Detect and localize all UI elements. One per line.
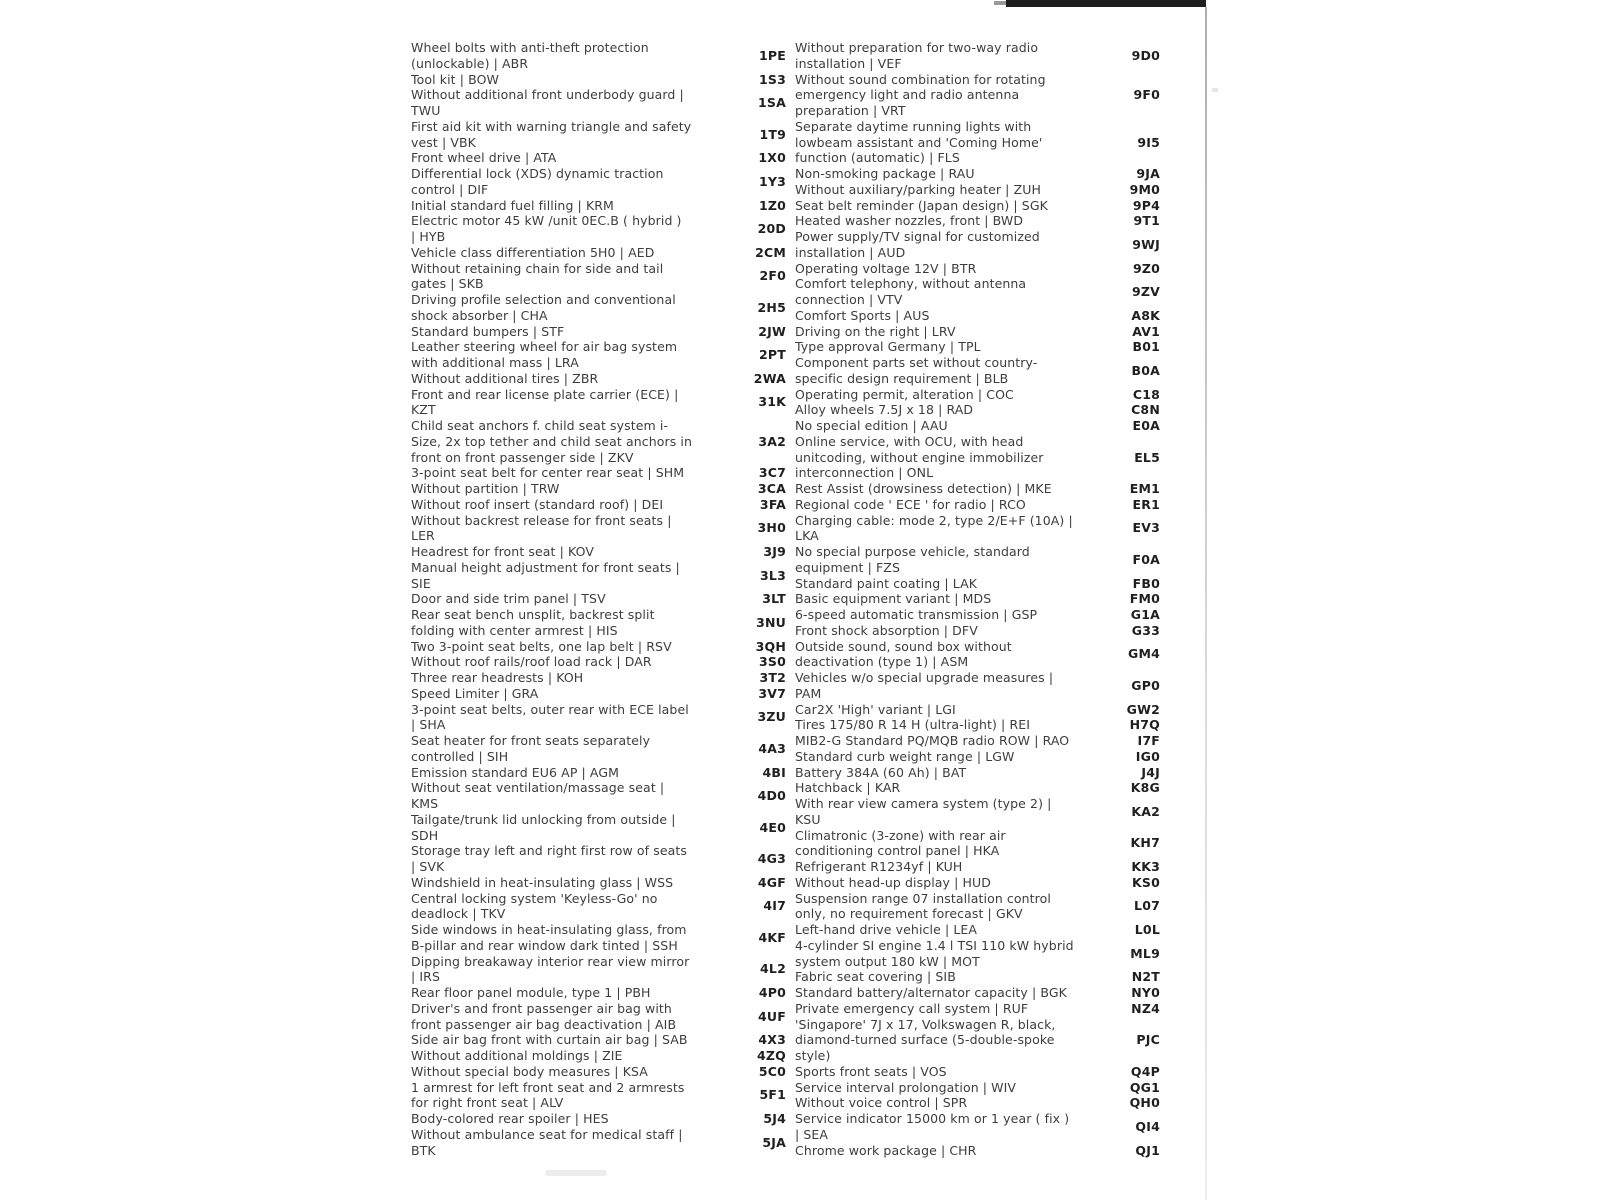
- right-description-line: | SEA: [795, 1127, 829, 1142]
- left-description-line: LER: [411, 528, 435, 543]
- right-description-line: Online service, with OCU, with head: [795, 434, 1024, 449]
- right-description-line: Standard paint coating | LAK: [795, 576, 978, 591]
- left-description-line: SDH: [411, 828, 439, 843]
- scan-artifact-top-bar-tail: [994, 1, 1006, 5]
- left-description-line: Side windows in heat-insulating glass, from: [411, 922, 687, 937]
- left-description-line: Without seat ventilation/massage seat |: [411, 780, 665, 795]
- right-description-line: PAM: [795, 686, 822, 701]
- pr-code: 3A2: [758, 434, 786, 449]
- left-description-line: controlled | SIH: [411, 749, 509, 764]
- left-description-line: Dipping breakaway interior rear view mirror: [411, 954, 690, 969]
- left-description-line: Leather steering wheel for air bag system: [411, 339, 678, 354]
- right-description-line: Climatronic (3-zone) with rear air: [795, 828, 1006, 843]
- pr-code: NY0: [1131, 985, 1160, 1000]
- pr-code: 3ZU: [757, 709, 786, 724]
- pr-code: 1SA: [758, 95, 786, 110]
- pr-code: 3LT: [762, 591, 786, 606]
- pr-code: 5C0: [758, 1064, 786, 1079]
- right-description-line: Fabric seat covering | SIB: [795, 969, 956, 984]
- pr-code: ER1: [1132, 497, 1160, 512]
- pr-code: AV1: [1132, 324, 1160, 339]
- pr-code: 4I7: [763, 898, 786, 913]
- pr-code: KK3: [1131, 859, 1160, 874]
- pr-code: 1T9: [759, 127, 786, 142]
- pr-code: 20D: [757, 221, 786, 236]
- left-description-line: Without backrest release for front seats |: [411, 513, 672, 528]
- left-description-line: Side air bag front with curtain air bag | SAB: [411, 1032, 688, 1047]
- left-description-line: (unlockable) | ABR: [411, 56, 529, 71]
- pr-code: GP0: [1131, 678, 1160, 693]
- right-description-line: Type approval Germany | TPL: [795, 339, 981, 354]
- right-description-line: installation | AUD: [795, 245, 906, 260]
- left-description-line: | IRS: [411, 969, 440, 984]
- pr-code: A8K: [1131, 308, 1160, 323]
- right-description-line: Alloy wheels 7.5J x 18 | RAD: [795, 402, 974, 417]
- pr-code: L07: [1134, 898, 1160, 913]
- right-description-line: Service indicator 15000 km or 1 year ( fix ): [795, 1111, 1070, 1126]
- right-description-line: Rest Assist (drowsiness detection) | MKE: [795, 481, 1052, 496]
- pr-code: 3T2: [759, 670, 786, 685]
- pr-code: 3V7: [758, 686, 786, 701]
- left-description-line: SIE: [411, 576, 431, 591]
- right-description-line: MIB2-G Standard PQ/MQB radio ROW | RAO: [795, 733, 1070, 748]
- left-description-line: deadlock | TKV: [411, 906, 506, 921]
- pr-code: KA2: [1131, 804, 1160, 819]
- pr-code: 9WJ: [1132, 237, 1160, 252]
- pr-code: G33: [1131, 623, 1160, 638]
- left-description-line: with additional mass | LRA: [411, 355, 579, 370]
- pr-code: 4G3: [757, 851, 786, 866]
- pr-code: J4J: [1141, 765, 1160, 780]
- left-description-line: Three rear headrests | KOH: [411, 670, 584, 685]
- left-description-line: KMS: [411, 796, 439, 811]
- pr-code: QI4: [1135, 1119, 1160, 1134]
- pr-code: Q4P: [1130, 1064, 1160, 1079]
- left-description-line: front passenger air bag deactivation | AIB: [411, 1017, 677, 1032]
- right-description-line: Without auxiliary/parking heater | ZUH: [795, 182, 1041, 197]
- left-description-line: Windshield in heat-insulating glass | WSS: [411, 875, 674, 890]
- right-description-line: diamond-turned surface (5-double-spoke: [795, 1032, 1055, 1047]
- right-description-line: Chrome work package | CHR: [795, 1143, 977, 1158]
- right-description-line: Without head-up display | HUD: [795, 875, 991, 890]
- left-description-line: TWU: [411, 103, 441, 118]
- right-description-line: Comfort telephony, without antenna: [795, 276, 1027, 291]
- left-description-line: Without additional tires | ZBR: [411, 371, 599, 386]
- pr-code: 3S0: [759, 654, 786, 669]
- right-description-line: installation | VEF: [795, 56, 902, 71]
- pr-code: 3H0: [757, 520, 786, 535]
- pr-code: 4D0: [757, 788, 786, 803]
- pr-code: GM4: [1128, 646, 1160, 661]
- right-description-line: Non-smoking package | RAU: [795, 166, 975, 181]
- pr-code: 1X0: [758, 150, 786, 165]
- right-description-line: Separate daytime running lights with: [795, 119, 1032, 134]
- left-description-line: Driver's and front passenger air bag with: [411, 1001, 672, 1016]
- left-description-line: Wheel bolts with anti-theft protection: [411, 40, 649, 55]
- left-description-line: Central locking system 'Keyless-Go' no: [411, 891, 658, 906]
- left-description-line: B-pillar and rear window dark tinted | SSH: [411, 938, 678, 953]
- right-description-line: Service interval prolongation | WIV: [795, 1080, 1017, 1095]
- pr-code: 5J4: [763, 1111, 786, 1126]
- pr-code: FB0: [1132, 576, 1160, 591]
- pr-code: 5JA: [762, 1135, 786, 1150]
- left-description-line: 1 armrest for left front seat and 2 armrests: [411, 1080, 685, 1095]
- pr-code: 9F0: [1133, 87, 1160, 102]
- left-description-line: Vehicle class differentiation 5H0 | AED: [411, 245, 655, 260]
- scan-artifact-speck: [1212, 88, 1218, 92]
- pr-code: H7Q: [1129, 717, 1160, 732]
- left-description-line: | SHA: [411, 717, 446, 732]
- right-description-line: Operating permit, alteration | COC: [795, 387, 1014, 402]
- left-description-line: Standard bumpers | STF: [411, 324, 565, 339]
- pr-code: 9P4: [1132, 198, 1160, 213]
- pr-code: 4L2: [760, 961, 786, 976]
- pr-code: 4UF: [758, 1009, 786, 1024]
- right-description-line: Standard curb weight range | LGW: [795, 749, 1015, 764]
- pr-code: GW2: [1126, 702, 1160, 717]
- pr-code: I7F: [1137, 733, 1160, 748]
- pr-code: QG1: [1129, 1080, 1160, 1095]
- right-description-line: Sports front seats | VOS: [795, 1064, 947, 1079]
- right-description-line: connection | VTV: [795, 292, 903, 307]
- left-description-line: Without additional moldings | ZIE: [411, 1048, 623, 1063]
- left-description-line: Manual height adjustment for front seats |: [411, 560, 680, 575]
- right-description-line: Component parts set without country-: [795, 355, 1038, 370]
- right-description-line: lowbeam assistant and 'Coming Home': [795, 135, 1043, 150]
- right-description-line: Power supply/TV signal for customized: [795, 229, 1040, 244]
- left-description-line: gates | SKB: [411, 276, 484, 291]
- left-description-line: 3-point seat belts, outer rear with ECE label: [411, 702, 689, 717]
- left-description-line: for right front seat | ALV: [411, 1095, 564, 1110]
- pr-code: EL5: [1134, 450, 1160, 465]
- left-description-line: Tailgate/trunk lid unlocking from outside |: [411, 812, 676, 827]
- pr-code: 4P0: [758, 985, 786, 1000]
- right-description-line: deactivation (type 1) | ASM: [795, 654, 969, 669]
- pr-code: 1PE: [759, 48, 786, 63]
- left-description-line: Initial standard fuel filling | KRM: [411, 198, 614, 213]
- pr-code: 9I5: [1137, 135, 1160, 150]
- pr-code: 9ZV: [1131, 284, 1160, 299]
- pr-code: C18: [1132, 387, 1160, 402]
- pr-code: 9JA: [1136, 166, 1160, 181]
- right-description-line: preparation | VRT: [795, 103, 906, 118]
- pr-code: 2PT: [759, 347, 786, 362]
- pr-code: C8N: [1131, 402, 1160, 417]
- pr-code: 3FA: [759, 497, 786, 512]
- right-description-line: Comfort Sports | AUS: [795, 308, 930, 323]
- right-description-line: 4-cylinder SI engine 1.4 l TSI 110 kW hybrid: [795, 938, 1074, 953]
- left-description-line: control | DIF: [411, 182, 489, 197]
- left-description-line: vest | VBK: [411, 135, 476, 150]
- pr-code: KS0: [1132, 875, 1160, 890]
- right-description-line: No special edition | AAU: [795, 418, 948, 433]
- pr-code: ML9: [1130, 946, 1160, 961]
- left-description-line: Differential lock (XDS) dynamic traction: [411, 166, 664, 181]
- left-description-line: | HYB: [411, 229, 446, 244]
- left-description-line: Without roof insert (standard roof) | DEI: [411, 497, 664, 512]
- pr-code: FM0: [1129, 591, 1160, 606]
- left-description-line: | SVK: [411, 859, 445, 874]
- pr-code: 2H5: [757, 300, 786, 315]
- right-description-line: 'Singapore' 7J x 17, Volkswagen R, black,: [795, 1017, 1056, 1032]
- pr-code: 1Z0: [758, 198, 786, 213]
- right-description-line: Car2X 'High' variant | LGI: [795, 702, 956, 717]
- right-description-line: Private emergency call system | RUF: [795, 1001, 1029, 1016]
- right-description-line: Suspension range 07 installation control: [795, 891, 1051, 906]
- pr-code: B01: [1132, 339, 1160, 354]
- left-description-line: Electric motor 45 kW /unit 0EC.B ( hybrid ): [411, 213, 682, 228]
- pr-code: EM1: [1129, 481, 1160, 496]
- left-description-line: Door and side trim panel | TSV: [411, 591, 606, 606]
- left-description-line: Two 3-point seat belts, one lap belt | RSV: [411, 639, 672, 654]
- left-description-line: Child seat anchors f. child seat system i-: [411, 418, 669, 433]
- left-description-line: shock absorber | CHA: [411, 308, 548, 323]
- pr-code: 4E0: [759, 820, 786, 835]
- right-description-line: Driving on the right | LRV: [795, 324, 956, 339]
- pr-code: 5F1: [759, 1087, 786, 1102]
- right-description-line: emergency light and radio antenna: [795, 87, 1020, 102]
- pr-code: 1Y3: [758, 174, 786, 189]
- left-description-line: KZT: [411, 402, 436, 417]
- right-description-line: only, no requirement forecast | GKV: [795, 906, 1023, 921]
- right-description-line: Operating voltage 12V | BTR: [795, 261, 977, 276]
- right-description-line: Without voice control | SPR: [795, 1095, 968, 1110]
- left-description-line: 3-point seat belt for center rear seat | SHM: [411, 465, 685, 480]
- right-description-line: Basic equipment variant | MDS: [795, 591, 992, 606]
- pr-code: 4BI: [762, 765, 786, 780]
- left-description-line: Driving profile selection and conventional: [411, 292, 676, 307]
- left-description-line: Tool kit | BOW: [411, 72, 499, 87]
- left-description-line: folding with center armrest | HIS: [411, 623, 618, 638]
- pr-code: QJ1: [1135, 1143, 1160, 1158]
- scan-artifact-top-bar: [1006, 0, 1206, 7]
- right-description-line: specific design requirement | BLB: [795, 371, 1009, 386]
- pr-code: 1S3: [759, 72, 786, 87]
- pr-code: 9D0: [1131, 48, 1160, 63]
- pr-code: 3CA: [757, 481, 786, 496]
- left-description-line: Emission standard EU6 AP | AGM: [411, 765, 620, 780]
- right-description-line: LKA: [795, 528, 819, 543]
- pr-code: 4ZQ: [757, 1048, 786, 1063]
- scan-artifact-page-edge-line: [1205, 7, 1207, 1200]
- left-description-line: Without special body measures | KSA: [411, 1064, 648, 1079]
- right-description-line: Vehicles w/o special upgrade measures |: [795, 670, 1054, 685]
- scan-artifact-bottom-smudge: [545, 1170, 607, 1176]
- right-description-line: Heated washer nozzles, front | BWD: [795, 213, 1024, 228]
- right-description-line: Standard battery/alternator capacity | BGK: [795, 985, 1067, 1000]
- right-description-line: Refrigerant R1234yf | KUH: [795, 859, 963, 874]
- pr-code: B0A: [1131, 363, 1160, 378]
- left-description-line: Speed Limiter | GRA: [411, 686, 539, 701]
- right-description-line: KSU: [795, 812, 821, 827]
- right-description-line: Outside sound, sound box without: [795, 639, 1012, 654]
- pr-code: 2CM: [755, 245, 786, 260]
- pr-code: L0L: [1134, 922, 1160, 937]
- pr-code: 9Z0: [1132, 261, 1160, 276]
- pr-code: EV3: [1132, 520, 1160, 535]
- right-description-line: No special purpose vehicle, standard: [795, 544, 1030, 559]
- right-description-line: Seat belt reminder (Japan design) | SGK: [795, 198, 1048, 213]
- pr-code: 2JW: [758, 324, 786, 339]
- left-description-line: Storage tray left and right first row of seats: [411, 843, 688, 858]
- right-description-line: conditioning control panel | HKA: [795, 843, 1000, 858]
- pr-code: 9M0: [1129, 182, 1160, 197]
- right-description-line: Hatchback | KAR: [795, 780, 901, 795]
- pr-code: PJC: [1136, 1032, 1160, 1047]
- pr-code: 4GF: [757, 875, 786, 890]
- left-description-line: First aid kit with warning triangle and safety: [411, 119, 692, 134]
- pr-code: 3J9: [763, 544, 786, 559]
- pr-code: N2T: [1131, 969, 1160, 984]
- right-description-line: Battery 384A (60 Ah) | BAT: [795, 765, 967, 780]
- left-description-line: BTK: [411, 1143, 436, 1158]
- left-description-line: front on front passenger side | ZKV: [411, 450, 634, 465]
- pr-code: 3L3: [760, 568, 786, 583]
- pr-code: 4X3: [758, 1032, 786, 1047]
- right-description-line: style): [795, 1048, 831, 1063]
- left-description-line: Without partition | TRW: [411, 481, 560, 496]
- pr-code: 3QH: [755, 639, 786, 654]
- left-description-line: Without retaining chain for side and tail: [411, 261, 664, 276]
- right-description-line: Regional code ' ECE ' for radio | RCO: [795, 497, 1026, 512]
- right-description-line: Left-hand drive vehicle | LEA: [795, 922, 978, 937]
- pr-code: 2WA: [753, 371, 786, 386]
- pr-code: 31K: [758, 394, 786, 409]
- left-description-line: Headrest for front seat | KOV: [411, 544, 595, 559]
- left-description-line: Size, 2x top tether and child seat anchors in: [411, 434, 693, 449]
- left-description-line: Seat heater for front seats separately: [411, 733, 651, 748]
- left-description-line: Rear seat bench unsplit, backrest split: [411, 607, 655, 622]
- pr-code: E0A: [1132, 418, 1160, 433]
- right-description-line: Front shock absorption | DFV: [795, 623, 978, 638]
- right-description-line: interconnection | ONL: [795, 465, 934, 480]
- right-description-line: Without sound combination for rotating: [795, 72, 1046, 87]
- right-description-line: equipment | FZS: [795, 560, 900, 575]
- right-description-line: 6-speed automatic transmission | GSP: [795, 607, 1038, 622]
- right-description-line: Without preparation for two-way radio: [795, 40, 1039, 55]
- pr-code: K8G: [1130, 780, 1160, 795]
- pr-code: IG0: [1135, 749, 1160, 764]
- left-description-line: Without additional front underbody guard |: [411, 87, 684, 102]
- pr-code: G1A: [1130, 607, 1160, 622]
- pr-code: KH7: [1130, 835, 1160, 850]
- pr-code: NZ4: [1131, 1001, 1160, 1016]
- left-description-line: Front wheel drive | ATA: [411, 150, 557, 165]
- left-description-line: Front and rear license plate carrier (ECE) |: [411, 387, 679, 402]
- pr-code: 9T1: [1133, 213, 1160, 228]
- pr-code: 2F0: [759, 268, 786, 283]
- left-description-line: Without roof rails/roof load rack | DAR: [411, 654, 652, 669]
- right-description-line: unitcoding, without engine immobilizer: [795, 450, 1044, 465]
- pr-code: QH0: [1129, 1095, 1160, 1110]
- right-description-line: Tires 175/80 R 14 H (ultra-light) | REI: [795, 717, 1031, 732]
- pr-code: 4A3: [758, 741, 786, 756]
- right-description-line: With rear view camera system (type 2) |: [795, 796, 1052, 811]
- pr-code: F0A: [1132, 552, 1160, 567]
- left-description-line: Rear floor panel module, type 1 | PBH: [411, 985, 651, 1000]
- right-description-line: function (automatic) | FLS: [795, 150, 960, 165]
- left-description-line: Without ambulance seat for medical staff |: [411, 1127, 683, 1142]
- left-description-line: Body-colored rear spoiler | HES: [411, 1111, 609, 1126]
- right-description-line: system output 180 kW | MOT: [795, 954, 980, 969]
- right-description-line: Charging cable: mode 2, type 2/E+F (10A) |: [795, 513, 1073, 528]
- pr-code: 3C7: [758, 465, 786, 480]
- pr-code: 3NU: [756, 615, 786, 630]
- pr-code: 4KF: [758, 930, 786, 945]
